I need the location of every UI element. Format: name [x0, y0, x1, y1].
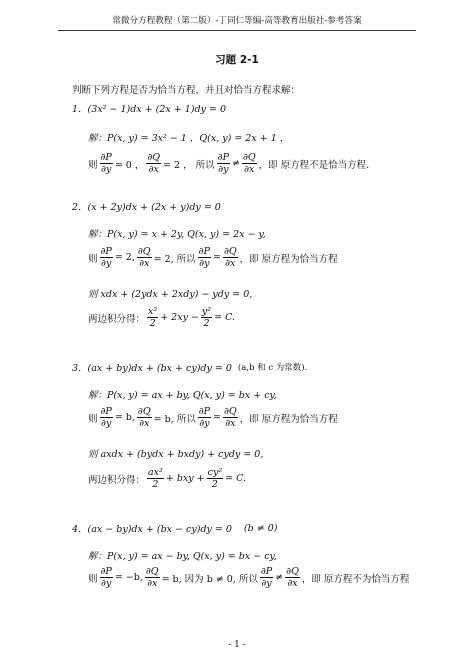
- equation-text: 4．(ax − by)dx + (bx − cy)dy = 0: [72, 524, 232, 535]
- middle-terms: + 2xy −: [160, 312, 199, 323]
- problem-3-solution: 解：P(x, y) = ax + by, Q(x, y) = bx + cy,: [88, 390, 277, 401]
- partial-q-x-2: $\frac{\partial Q}{\partial x}$: [242, 152, 256, 175]
- partial-q-x: $\frac{\partial Q}{\partial x}$: [147, 152, 161, 175]
- problem-1-derivatives: [88, 152, 369, 175]
- equation-end: = C.: [214, 312, 236, 323]
- equal-sign: =: [212, 252, 221, 263]
- result-1: = −b,: [114, 572, 143, 583]
- problem-2-regroup: 则 xdx + (2ydx + 2xdy) − ydy = 0,: [88, 289, 253, 300]
- term-2: $\frac{\text{cy²}}{2}$: [207, 467, 223, 490]
- problem-2-equation: 2．(x + 2y)dx + (2x + y)dy = 0: [72, 202, 221, 213]
- equation-end: = C.: [225, 473, 247, 484]
- not-equal-sign: ≠: [275, 572, 284, 583]
- conclusion: ，即 原方程为恰当方程: [239, 413, 338, 425]
- problem-3-derivatives: [88, 406, 338, 429]
- partial-p-y: $\frac{\partial P}{\partial y}$: [100, 406, 112, 429]
- condition-note: (b ≠ 0): [243, 522, 278, 534]
- section-title: 习题 2-1: [215, 54, 259, 66]
- conclusion: ，即 原方程不为恰当方程: [301, 573, 410, 585]
- result-2: = b, 因为 b ≠ 0, 所以: [161, 573, 258, 585]
- result-2: = 2, 所以: [153, 253, 196, 265]
- partial-q-x: $\frac{\partial Q}{\partial x}$: [137, 406, 151, 429]
- partial-q-x-2: $\frac{\partial Q}{\partial x}$: [286, 566, 299, 589]
- partial-p-y: $\frac{\partial P}{\partial y}$: [100, 566, 112, 589]
- equal-sign: =: [213, 412, 222, 423]
- problem-2-integral: [88, 306, 235, 329]
- partial-q-x-2: $\frac{\partial Q}{\partial x}$: [224, 406, 237, 429]
- problem-4-solution: 解：P(x, y) = ax − by, Q(x, y) = bx − cy,: [88, 551, 277, 562]
- partial-p-y: $\frac{\partial P}{\partial y}$: [100, 152, 112, 175]
- problem-1-equation: 1．(3x² − 1)dx + (2x + 1)dy = 0: [72, 104, 226, 115]
- problem-3-equation: [72, 360, 307, 374]
- term-2: $\frac{\text{y²}}{2}$: [201, 306, 212, 329]
- not-equal-sign: ≠: [231, 158, 240, 169]
- problem-3-regroup: 则 axdx + (bydx + bxdy) + cydy = 0,: [88, 449, 264, 460]
- result-2: = 2 ， 所以: [163, 159, 215, 171]
- result-1: = 2,: [114, 252, 135, 263]
- partial-p-y-2: $\frac{\partial P}{\partial y}$: [217, 152, 229, 175]
- partial-q-x-2: $\frac{\partial Q}{\partial x}$: [223, 246, 237, 269]
- middle-terms: + bxy +: [165, 473, 205, 484]
- partial-p-y-2: $\frac{\partial P}{\partial y}$: [198, 406, 211, 429]
- page-number: - 1 -: [228, 640, 246, 650]
- problem-2-derivatives: [88, 246, 338, 269]
- conclusion: ，即 原方程为恰当方程: [239, 253, 338, 265]
- problem-1-solution: 解：P(x, y) = 3x² − 1 ，Q(x, y) = 2x + 1 ，: [88, 133, 290, 144]
- constants-note: (a,b 和 c 为常数).: [237, 363, 308, 373]
- term-1: $\frac{\text{x²}}{2}$: [148, 306, 158, 329]
- integral-label: 两边积分得：: [88, 474, 146, 486]
- integral-label: 两边积分得：: [88, 313, 146, 325]
- equation-text: 3．(ax + by)dx + (bx + cy)dy = 0: [72, 363, 232, 374]
- problem-4-equation: [72, 521, 277, 535]
- partial-p-y-2: $\frac{\partial P}{\partial y}$: [198, 246, 210, 269]
- problem-4-derivatives: [88, 566, 409, 589]
- conclusion: ，即 原方程不是恰当方程.: [258, 159, 370, 171]
- partial-p-y-2: $\frac{\partial P}{\partial y}$: [260, 566, 273, 589]
- partial-q-x: $\frac{\partial Q}{\partial x}$: [145, 566, 159, 589]
- problem-2-solution: 解：P(x, y) = x + 2y, Q(x, y) = 2x − y,: [88, 229, 266, 240]
- intro-text: 判断下列方程是否为恰当方程，并且对恰当方程求解：: [72, 85, 301, 96]
- result-2: = b, 所以: [153, 413, 196, 425]
- term-1: $\frac{\text{ax²}}{2}$: [148, 467, 163, 490]
- then-label: 则: [88, 573, 98, 585]
- page-header: 常微分方程教程（第二版）-丁同仁等编-高等教育出版社-参考答案: [58, 14, 416, 31]
- then-label: 则: [88, 159, 98, 171]
- then-label: 则: [88, 413, 98, 425]
- problem-3-integral: [88, 467, 246, 490]
- result-1: = 0 ，: [114, 159, 145, 171]
- partial-q-x: $\frac{\partial Q}{\partial x}$: [137, 246, 151, 269]
- then-label: 则: [88, 253, 98, 265]
- result-1: = b,: [114, 412, 135, 423]
- partial-p-y: $\frac{\partial P}{\partial y}$: [100, 246, 112, 269]
